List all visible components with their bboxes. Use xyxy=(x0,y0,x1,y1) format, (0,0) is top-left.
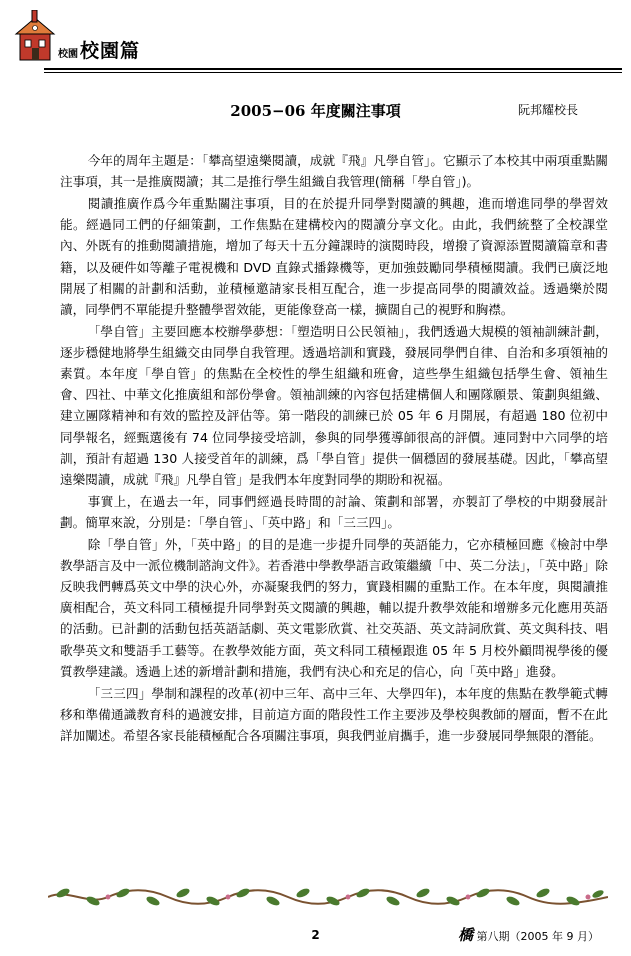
paragraph: 事實上，在過去一年，同事們經過長時間的討論、策劃和部署，亦製訂了學校的中期發展計劃。簡單來說，分別是：「學自管」、「英中路」和「三三四」。 xyxy=(60,493,608,530)
article-body xyxy=(60,150,608,747)
paragraph: 「學自管」主要回應本校辦學夢想：「塑造明日公民領袖」，我們透過大規模的領袖訓練計劃，逐步穩健地將學生組織交由同學自我管理。透過培訓和實踐，發展同學們自律、自治和多項領袖的素質。本年度「學自管」的焦點在全校性的學生組織和班會，這些學生組織包括學生會、領袖生會、四社、中華文化推廣組和部份學會。領袖訓練的內容包括建構個人和團隊願景、策劃與組織、建立團隊精神和有效的監控及評估等。第一階段的訓練已於 05 年 6 月開展，有超過 180 位初中同學報名，經甄選後有 74 位同學接受培訓，參與的同學獲導師很高的評價。連同對中六同學的培訓，預計有超過 130 人接受首年的訓練，爲「學自管」提供一個穩固的發展基礎。因此，「攀高望遠樂閱讀，成就『飛』凡學自管」是我們本年度對同學的期盼和祝福。 xyxy=(60,323,608,488)
page-number: 2 xyxy=(311,928,320,942)
section-prefix: 校園 xyxy=(58,49,78,60)
school-house-icon xyxy=(14,10,58,62)
paragraph: 「三三四」學制和課程的改革(初中三年、高中三年、大學四年)，本年度的焦點在教學範式轉移和準備通識教育科的過渡安排，目前這方面的階段性工作主要涉及學校與教師的層面，暫不在此詳加闡述。希望各家長能積極配合各項關注事項，與我們並肩攜手，進一步發展同學無限的潛能。 xyxy=(60,685,608,743)
paragraph: 除「學自管」外，「英中路」的目的是進一步提升同學的英語能力，它亦積極回應《檢討中學教學語言及中一派位機制諮詢文件》。若香港中學教學語言政策繼續「中、英二分法」，「英中路」除反映我們轉爲英文中學的決心外，亦凝聚我們的努力，實踐相關的重點工作。在本年度，與閱讀推廣相配合，英文科同工積極提升同學對英文閱讀的興趣，輔以提升教學效能和增辦多元化應用英語的活動。已計劃的活動包括英語話劇、英文電影欣賞、社交英語、英文詩詞欣賞、英文與科技、唱歌學英文和雙語手工藝等。在教學效能方面，英文科同工積極跟進 05 年 5 月校外顧問視學後的優質教學建議。透過上述的新增計劃和措施，我們有決心和充足的信心，向「英中路」進發。 xyxy=(60,536,608,679)
issue-mark: 橋 xyxy=(458,926,474,944)
issue-info xyxy=(458,924,599,945)
article-author: 阮邦耀校長 xyxy=(518,103,579,117)
section-title xyxy=(58,36,140,63)
header-divider-thin xyxy=(44,72,622,73)
section-title-text: 校園篇 xyxy=(80,40,141,62)
issue-text: 第八期（2005 年 9 月） xyxy=(476,930,599,943)
vine-divider-icon xyxy=(48,886,608,908)
article-title: 2005−06 年度關注事項 xyxy=(230,102,401,120)
paragraph: 今年的周年主題是：「攀高望遠樂閱讀，成就『飛』凡學自管」。它顯示了本校其中兩項重點關注事項，其一是推廣閱讀；其二是推行學生組織自我管理(簡稱「學自管」)。 xyxy=(60,153,608,190)
header-divider xyxy=(44,68,622,70)
paragraph: 閱讀推廣作爲今年重點關注事項，目的在於提升同學對閱讀的興趣，進而增進同學的學習效能。經過同工們的仔細策劃，工作焦點在建構校內的閱讀分享文化。由此，我們統整了全校課堂內、外既有的推動閱讀措施，增加了每天十五分鐘課時的演閱時段，增撥了資源添置閱讀篇章和書籍，以及硬件如等離子電視機和 DVD 直錄式播錄機等，更加強鼓勵同學積極閱讀。我們已廣泛地開展了相關的計劃和活動，並積極邀請家長相互配合，進一步提高同學的閱讀效益。透過樂於閱讀，同學們不單能提升整體學習效能，更能像登高一樣，擴闊自己的視野和胸襟。 xyxy=(60,195,608,317)
